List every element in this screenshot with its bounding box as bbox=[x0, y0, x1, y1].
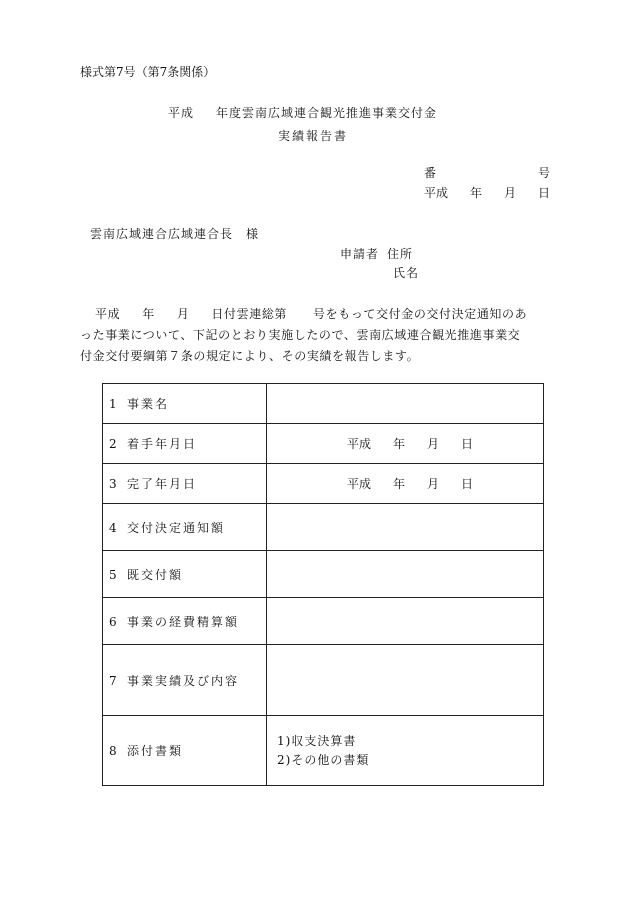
row-value bbox=[267, 645, 544, 716]
table-row bbox=[103, 598, 544, 645]
title-main: 年度雲南広域連合観光推進事業交付金 bbox=[216, 106, 438, 120]
table-row bbox=[103, 645, 544, 716]
form-title-line2: 実績報告書 bbox=[278, 129, 349, 143]
row-label: 2 着手年月日 bbox=[103, 424, 267, 464]
doc-date-year: 年 bbox=[470, 186, 483, 200]
row-value bbox=[267, 504, 544, 551]
start-date: 平成 年 月 日 bbox=[347, 437, 474, 451]
items-table bbox=[102, 383, 544, 786]
table-row bbox=[103, 716, 544, 786]
row-value bbox=[267, 551, 544, 598]
table-row bbox=[103, 464, 544, 504]
addressee: 雲南広域連合広域連合長 様 bbox=[90, 227, 260, 241]
body-year: 年 bbox=[142, 307, 155, 321]
doc-date-day: 日 bbox=[538, 186, 551, 200]
row-label: 4 交付決定通知額 bbox=[103, 504, 267, 551]
row-value bbox=[267, 424, 544, 464]
doc-date bbox=[424, 187, 550, 199]
doc-date-era: 平成 bbox=[424, 186, 449, 200]
attachment-item: 2)その他の書類 bbox=[277, 752, 370, 767]
row-value bbox=[267, 384, 544, 424]
body-line-3: 付金交付要綱第７条の規定により、その実績を報告します。 bbox=[80, 349, 420, 363]
row-value bbox=[267, 598, 544, 645]
body-number-text: 号をもって交付金の交付決定通知のあ bbox=[313, 307, 528, 321]
body-line-1 bbox=[95, 308, 527, 320]
table-row bbox=[103, 384, 544, 424]
applicant-label: 申請者 bbox=[340, 247, 380, 261]
doc-number-label-left: 番 bbox=[424, 166, 437, 180]
table-row bbox=[103, 551, 544, 598]
body-line-2: った事業について、下記のとおり実施したので、雲南広域連合観光推進事業交 bbox=[80, 328, 521, 342]
row-label: 3 完了年月日 bbox=[103, 464, 267, 504]
row-label: 7 事業実績及び内容 bbox=[103, 645, 267, 716]
row-label: 8 添付書類 bbox=[103, 716, 267, 786]
table-row bbox=[103, 424, 544, 464]
form-number: 様式第7号（第7条関係） bbox=[80, 65, 216, 79]
applicant-address-row bbox=[340, 248, 413, 260]
body-day-ref: 日付雲連総第 bbox=[211, 307, 288, 321]
doc-number-label-right: 号 bbox=[538, 166, 551, 180]
title-era: 平成 bbox=[168, 106, 195, 120]
row-value bbox=[267, 716, 544, 786]
applicant-name-label: 氏名 bbox=[393, 266, 420, 280]
body-month: 月 bbox=[176, 307, 190, 321]
body-era: 平成 bbox=[95, 307, 121, 321]
applicant-address-label: 住所 bbox=[387, 247, 414, 261]
form-title-line1 bbox=[168, 107, 437, 119]
attachment-item: 1)収支決算書 bbox=[277, 733, 357, 748]
row-label: 6 事業の経費精算額 bbox=[103, 598, 267, 645]
table-row bbox=[103, 504, 544, 551]
end-date: 平成 年 月 日 bbox=[347, 477, 474, 491]
row-value bbox=[267, 464, 544, 504]
row-label: 1 事業名 bbox=[103, 384, 267, 424]
row-label: 5 既交付額 bbox=[103, 551, 267, 598]
doc-date-month: 月 bbox=[504, 186, 517, 200]
